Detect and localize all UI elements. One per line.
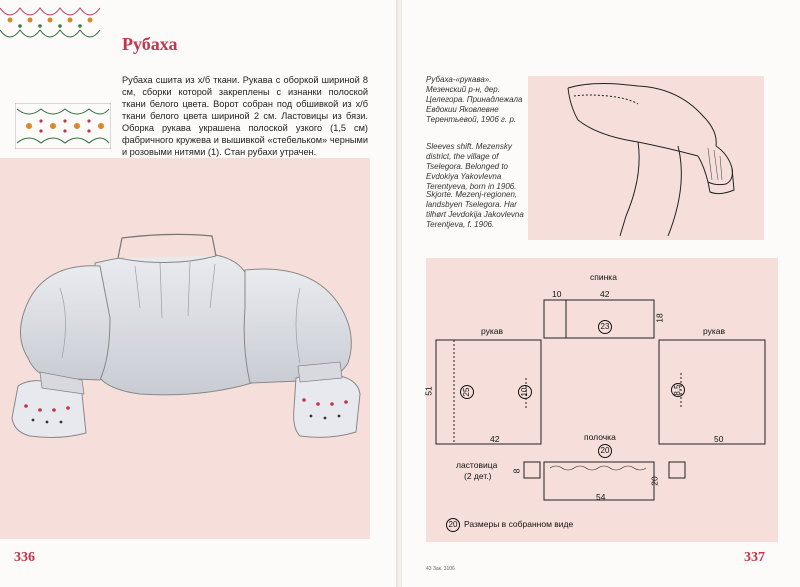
back-label: спинка [590, 272, 617, 282]
gusset-label: ластовица [456, 460, 498, 470]
gusset-size: 8 [511, 468, 522, 474]
page-number-right: 337 [744, 550, 765, 565]
sleeve-label-left: рукав [481, 326, 504, 336]
sleeve-left-inner-circle: 10 [518, 385, 532, 399]
left-page [0, 0, 398, 587]
sleeve-height: 51 [423, 386, 434, 396]
sleeve-left-circle: 25 [460, 385, 474, 399]
back-width-left: 10 [552, 289, 562, 299]
sleeve-label-right: рукав [703, 326, 726, 336]
gusset-count: (2 дет.) [464, 471, 492, 481]
sleeve-left-width: 42 [490, 434, 500, 444]
caption-english: Sleeves shift. Mezensky district, the village of Tselegora. Belonged to Evdokiya Yakovlevna Terentyeva, born in 1906. [426, 142, 517, 191]
right-page [402, 0, 800, 587]
embroidery-ornament-top [0, 0, 110, 50]
sleeve-drawing-panel [528, 76, 764, 240]
caption-russian: Рубаха-«рукава». Мезенский р-н, дер. Целегора. Принадлежала Евдокии Яковлевне Терентьевой, 1906 г. р. [426, 75, 523, 124]
back-width: 42 [600, 289, 610, 299]
sleeve-right-width: 50 [714, 434, 724, 444]
printer-mark: 43 Зак. 3106 [426, 566, 455, 572]
back-height: 18 [654, 313, 665, 323]
front-width: 54 [596, 492, 606, 502]
embroidery-ornament-detail [15, 103, 111, 149]
page-number-left: 336 [14, 550, 35, 565]
shirt-illustration-panel [0, 158, 370, 539]
front-height: 20 [649, 476, 660, 486]
legend-circle: 20 [446, 518, 460, 532]
page-title: Рубаха [122, 34, 178, 54]
pattern-diagram [423, 258, 778, 542]
legend-text: Размеры в собранном виде [464, 519, 574, 529]
sleeve-right-circle: 8,5 [671, 383, 685, 397]
back-circle: 23 [598, 320, 612, 334]
shirt-illustration [0, 158, 370, 539]
description-text: Рубаха сшита из х/б ткани. Рукава с оборкой шириной 8 см, сборки которой закреплены с изнанки полоской ткани белого цвета. Ворот собран под обшивкой из х/б ткани белого цвета шириной 2 см. Ластовицы из бязи. Оборка рукава украшена полоской узкого (1,5 см) фабричного кружева и вышивкой «стебельком» черными и розовыми нитями (1). Стан рубахи утрачен. [122, 75, 368, 157]
front-circle: 20 [598, 444, 612, 458]
caption-norwegian: Skjorte. Mezenj-regionen, landsbyen Tselegora. Har tilhørt Jevdokija Jakovlevna Terentjeva, f. 1906. [426, 190, 524, 229]
sleeve-line-drawing [528, 76, 764, 240]
front-label: полочка [584, 432, 616, 442]
